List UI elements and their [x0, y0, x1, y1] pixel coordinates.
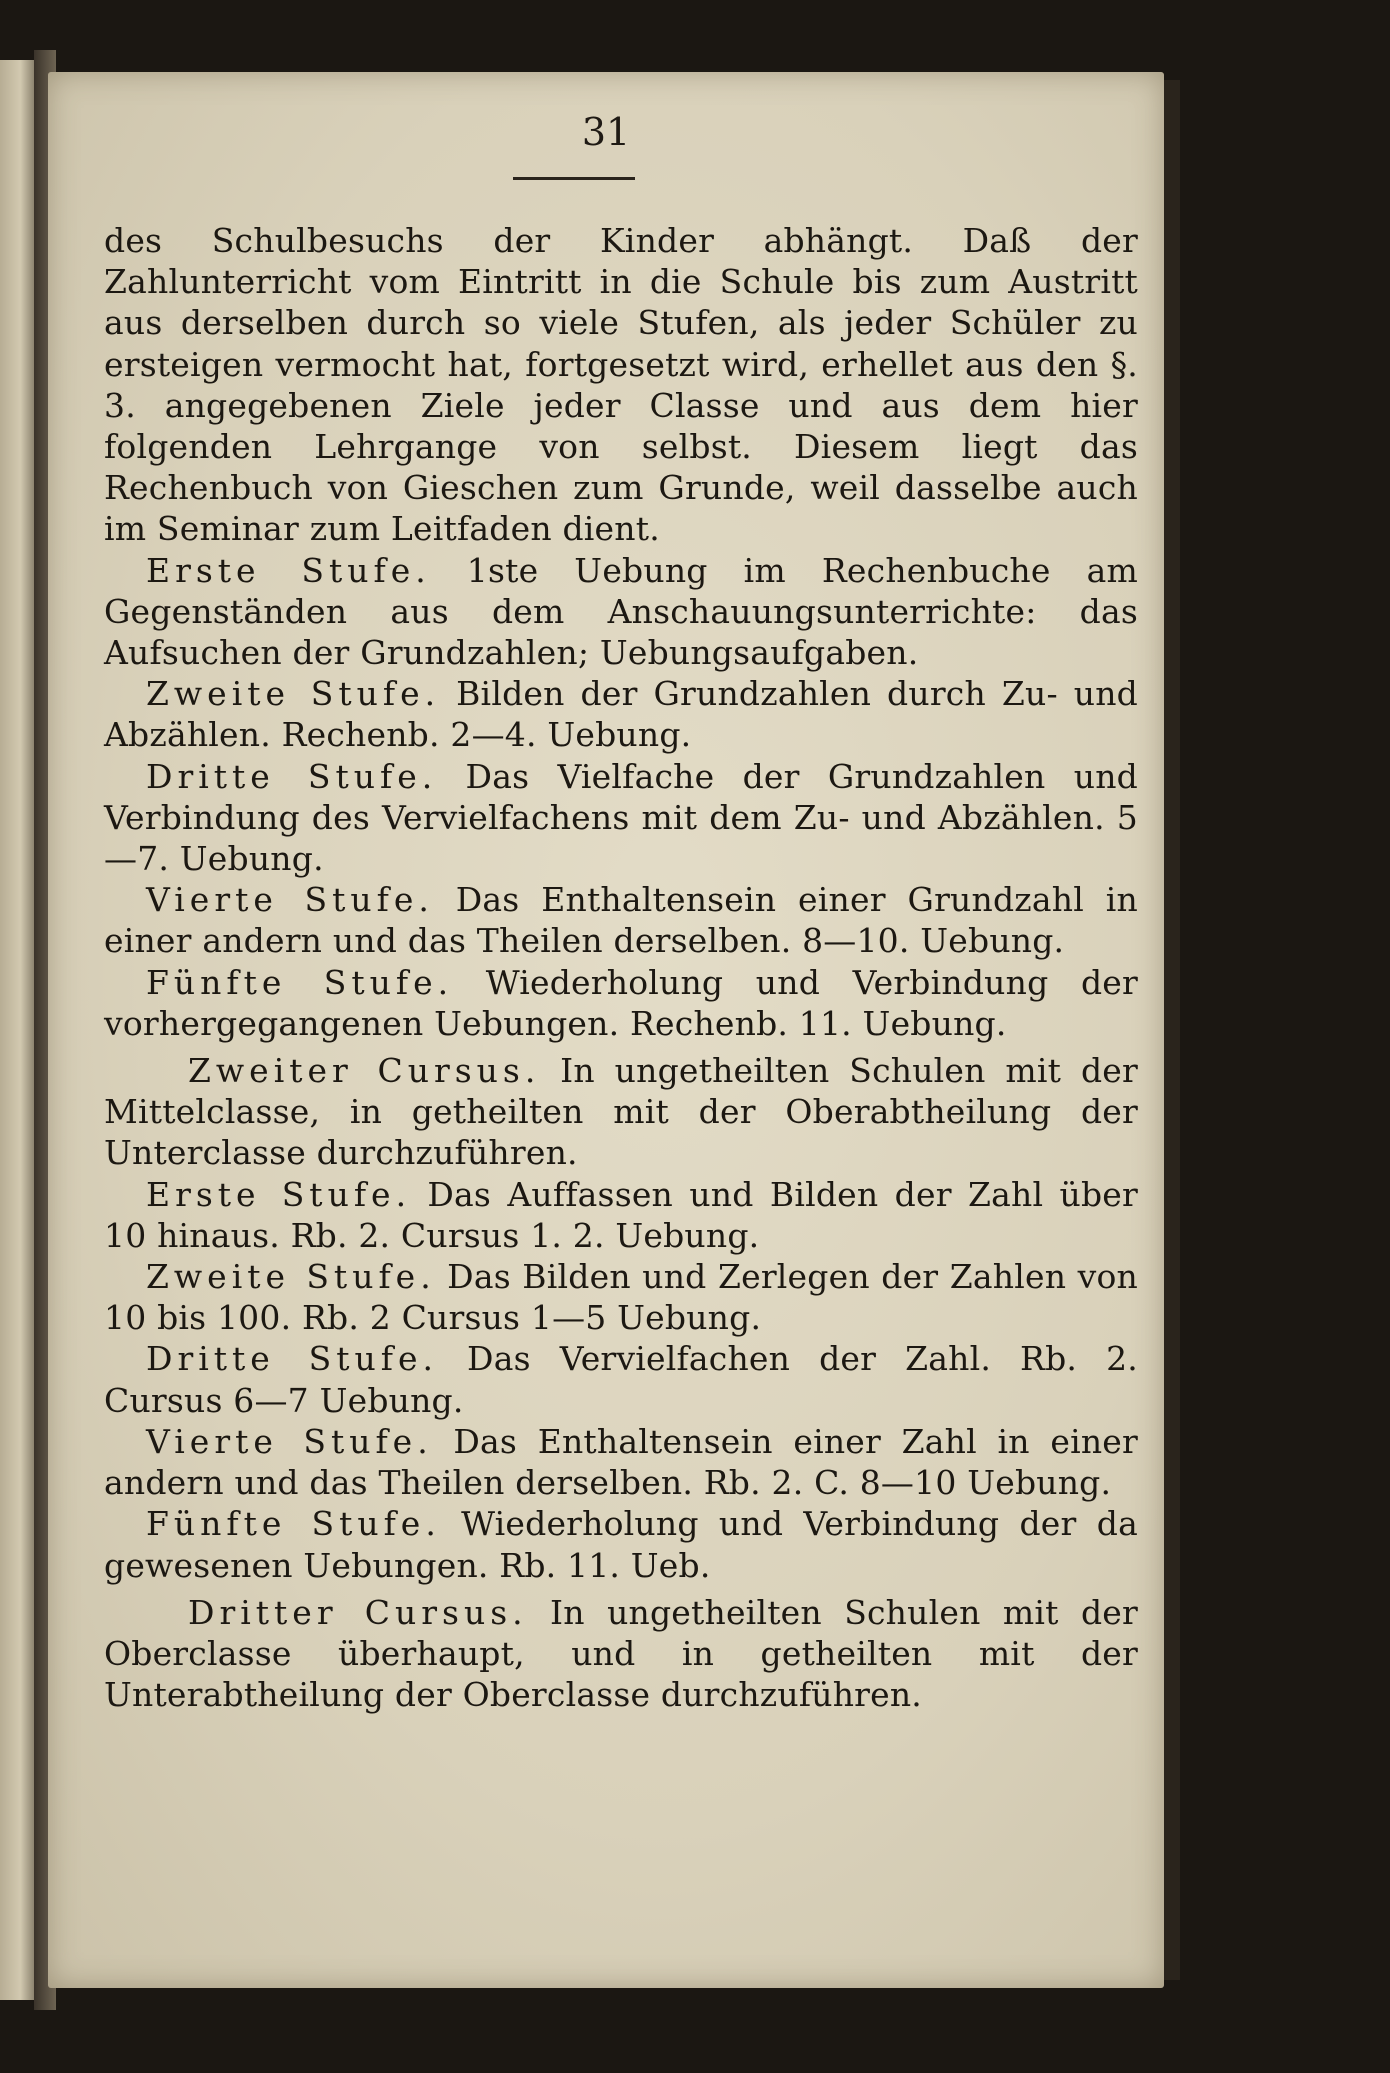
left-page-edge	[0, 60, 34, 2000]
header-rule	[513, 177, 635, 180]
paragraph-heading: Fünfte Stufe.	[146, 1504, 441, 1544]
paragraph-body: Das Enthaltensein einer Grundzahl in einer andern und das Theilen derselben. 8—10. Uebung.	[104, 880, 1138, 961]
paragraph-stufe	[104, 879, 1138, 961]
paragraph-body: Bilden der Grundzahlen durch Zu- und Abzählen. Rechenb. 2—4. Uebung.	[104, 674, 1138, 755]
paragraph-heading: Dritte Stufe.	[146, 1339, 439, 1379]
paragraph-body: des Schulbesuchs der Kinder abhängt. Daß der Zahlunterricht vom Eintritt in die Schule bis zum Austritt aus derselben durch so viele Stufen, als jeder Schüler zu ersteigen vermocht hat, fortgesetzt wird, erhellet aus den §. 3. angegebenen Ziele jeder Classe und aus dem hier folgenden Lehrgange von selbst. Diesem liegt das Rechenbuch von Gieschen zum Grunde, weil dasselbe auch im Seminar zum Leitfaden dient.	[104, 221, 1138, 549]
paragraph-body: Das Bilden und Zerlegen der Zahlen von 10 bis 100. Rb. 2 Cursus 1—5 Uebung.	[104, 1257, 1138, 1338]
page-number: 31	[581, 110, 631, 154]
paragraph-cursus	[104, 1050, 1138, 1174]
paragraph-body: Das Enthaltensein einer Zahl in einer andern und das Theilen derselben. Rb. 2. C. 8—10 Uebung.	[104, 1421, 1138, 1503]
paragraph-body: Das Vervielfachen der Zahl. Rb. 2. Cursus 6—7 Uebung.	[104, 1339, 1139, 1420]
paragraph-body: Das Auffassen und Bilden der Zahl über 10 hinaus. Rb. 2. Cursus 1. 2. Uebung.	[104, 1174, 1138, 1255]
paragraph-cursus	[104, 1592, 1138, 1716]
paragraph-stufe	[104, 1256, 1138, 1338]
paragraph-body: In ungetheilten Schulen mit der Mittelclasse, in getheilten mit der Oberabtheilung der Unterclasse durchzuführen.	[104, 1051, 1138, 1173]
paragraph-stufe	[104, 962, 1138, 1044]
paragraph-heading: Zweite Stufe.	[146, 674, 441, 714]
book-page	[48, 72, 1164, 1988]
paragraph-stufe	[104, 1174, 1138, 1256]
paragraph-stufe	[104, 673, 1138, 755]
paragraph-body: Das Vielfache der Grundzahlen und Verbindung des Vervielfachens mit dem Zu- und Abzählen. 5—7. Uebung.	[104, 756, 1138, 879]
paragraph-stufe	[104, 756, 1138, 880]
paragraph-stufe	[104, 1503, 1138, 1585]
page-text	[104, 220, 1138, 1715]
paragraph-heading: Fünfte Stufe.	[146, 962, 454, 1002]
paragraph-heading: Dritte Stufe.	[146, 756, 438, 796]
paragraph-body: 1ste Uebung im Rechenbuche am Gegenständen aus dem Anschauungsunterrichte: das Aufsuchen der Grundzahlen; Uebungsaufgaben.	[104, 550, 1138, 673]
right-cover-edge	[1164, 80, 1180, 1980]
paragraph-heading: Erste Stufe.	[146, 550, 431, 590]
paragraph-body: Wiederholung und Verbindung der da gewesenen Uebungen. Rb. 11. Ueb.	[104, 1504, 1138, 1585]
paragraph-body: In ungetheilten Schulen mit der Oberclasse überhaupt, und in getheilten mit der Unterabtheilung der Oberclasse durchzuführen.	[104, 1592, 1138, 1715]
section-heading: Dritter Cursus.	[188, 1592, 528, 1632]
paragraph-heading: Vierte Stufe.	[146, 880, 434, 920]
paragraph-body: Wiederholung und Verbindung der vorhergegangenen Uebungen. Rechenb. 11. Uebung.	[104, 962, 1138, 1043]
paragraph-intro	[104, 220, 1138, 550]
paragraph-stufe	[104, 550, 1138, 674]
paragraph-heading: Erste Stufe.	[146, 1174, 412, 1214]
paragraph-heading: Vierte Stufe.	[146, 1421, 433, 1461]
paragraph-heading: Zweite Stufe.	[146, 1257, 436, 1297]
paragraph-stufe	[104, 1421, 1138, 1503]
section-heading: Zweiter Cursus.	[188, 1051, 541, 1091]
paragraph-stufe	[104, 1338, 1138, 1420]
